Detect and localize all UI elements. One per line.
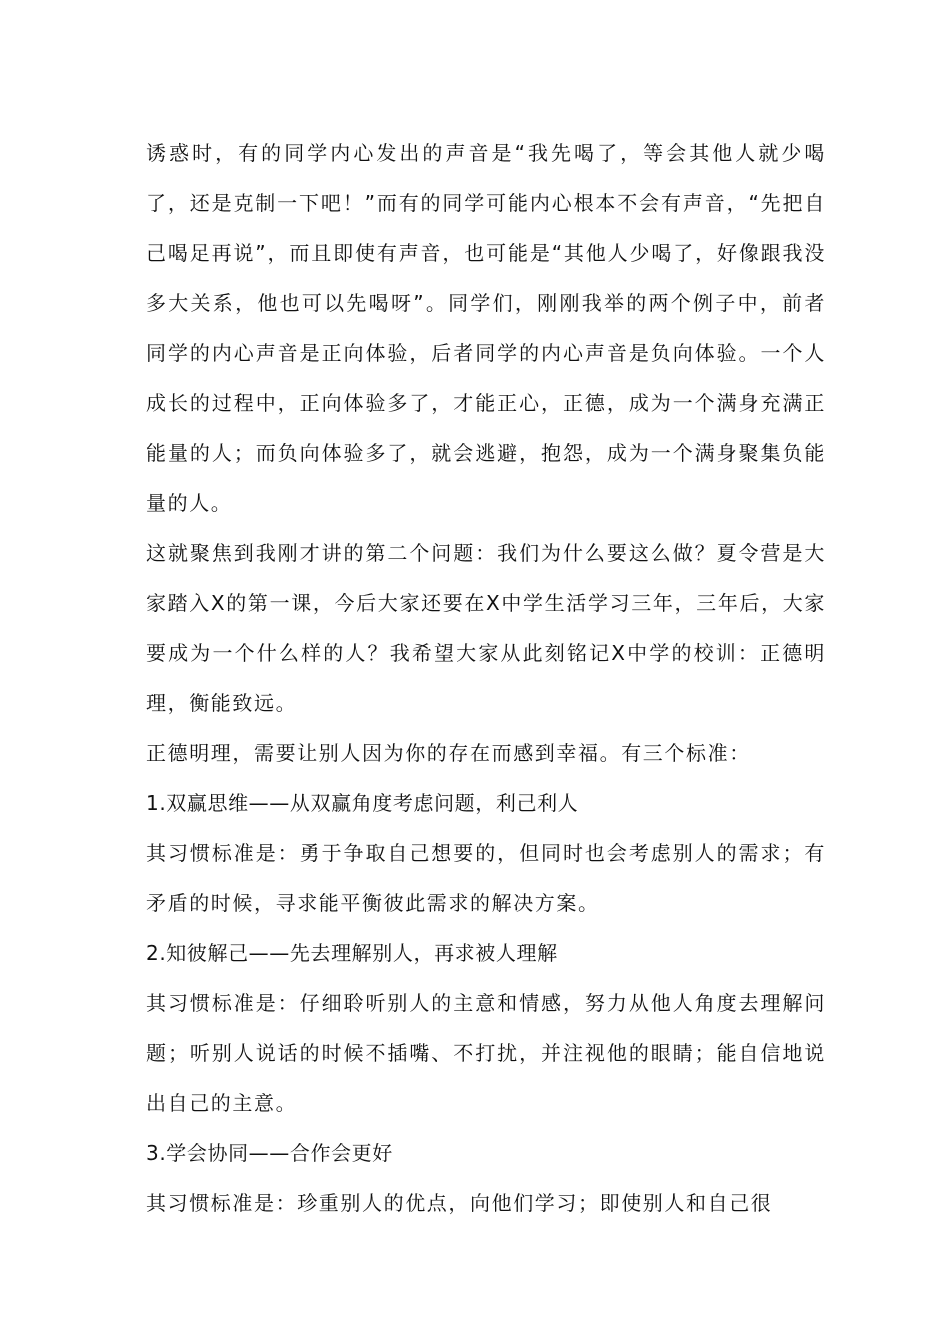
heading-win-win-thinking: 1.双赢思维——从双赢角度考虑问题，利己利人 <box>146 791 579 815</box>
paragraph-win-win-standard: 其习惯标准是：勇于争取自己想要的，但同时也会考虑别人的需求；有矛盾的时候，寻求能平衡彼此需求的解决方案。 <box>146 841 826 915</box>
document-body <box>146 128 826 1228</box>
paragraph-synergy-standard: 其习惯标准是：珍重别人的优点，向他们学习；即使别人和自己很 <box>146 1191 773 1215</box>
heading-understand-first: 2.知彼解己——先去理解别人，再求被人理解 <box>146 941 558 965</box>
paragraph-three-standards: 正德明理，需要让别人因为你的存在而感到幸福。有三个标准： <box>146 741 751 765</box>
paragraph-understand-standard: 其习惯标准是：仔细聆听别人的主意和情感，努力从他人角度去理解问题；听别人说话的时候不插嘴、不打扰，并注视他的眼睛；能自信地说出自己的主意。 <box>146 991 826 1115</box>
heading-synergy: 3.学会协同——合作会更好 <box>146 1141 393 1165</box>
paragraph-why-do-this: 这就聚焦到我刚才讲的第二个问题：我们为什么要这么做？夏令营是大家踏入X的第一课，今后大家还要在X中学生活学习三年，三年后，大家要成为一个什么样的人？我希望大家从此刻铭记X中学的校训：正德明理，衡能致远。 <box>146 541 826 715</box>
paragraph-temptation-voices: 诱惑时，有的同学内心发出的声音是“我先喝了，等会其他人就少喝了，还是克制一下吧！”而有的同学可能内心根本不会有声音，“先把自己喝足再说”，而且即使有声音，也可能是“其他人少喝了，好像跟我没多大关系，他也可以先喝呀”。同学们，刚刚我举的两个例子中，前者同学的内心声音是正向体验，后者同学的内心声音是负向体验。一个人成长的过程中，正向体验多了，才能正心，正德，成为一个满身充满正能量的人；而负向体验多了，就会逃避，抱怨，成为一个满身聚集负能量的人。 <box>146 141 826 515</box>
